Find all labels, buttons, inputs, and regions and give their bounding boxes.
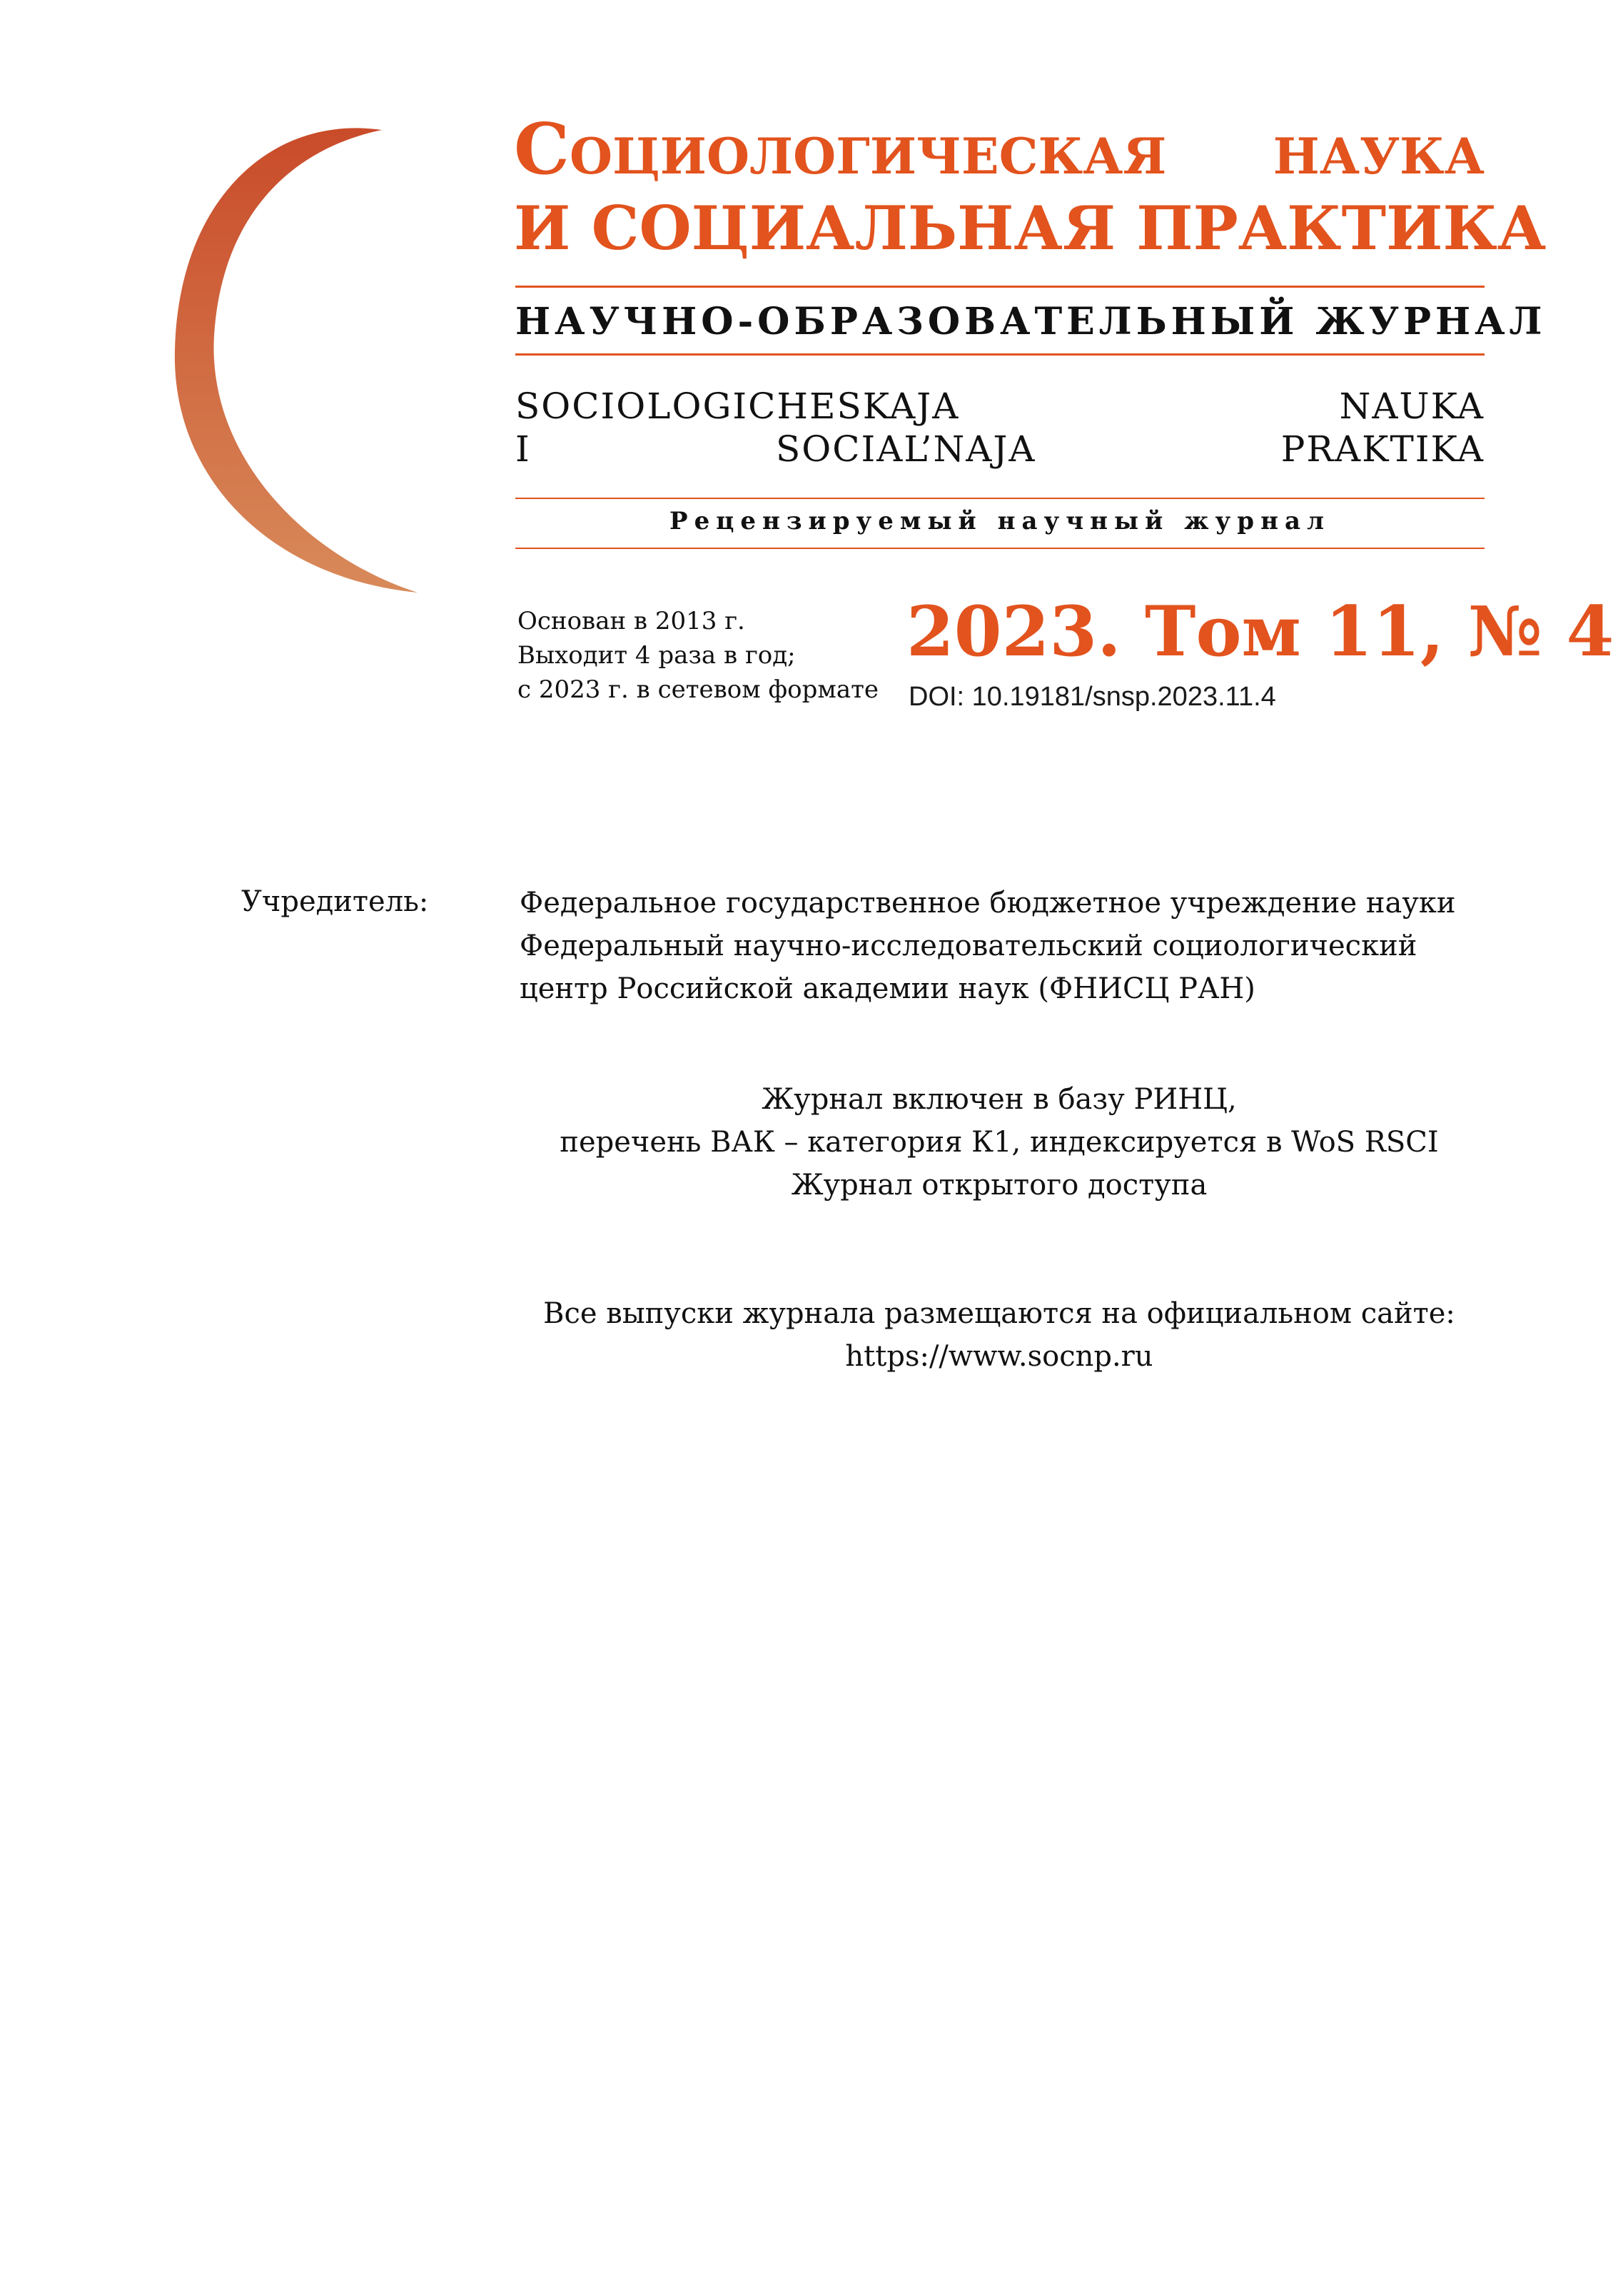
issue-doi: DOI: 10.19181/snsp.2023.11.4 (909, 682, 1276, 712)
founder-label: Учредитель: (241, 885, 429, 918)
founder-name (520, 882, 1490, 1010)
transliterated-title-line-1: SOCIOLOGICHESKAJA NAUKA (515, 386, 1485, 427)
transliterated-title-line-2: I SOCIAL’NAJA PRAKTIKA (515, 428, 1485, 470)
journal-title-line-2: И СОЦИАЛЬНАЯ ПРАКТИКА (514, 193, 1547, 263)
open-access-line: Журнал открытого доступа (791, 1169, 1208, 1202)
website-intro: Все выпуски журнала размещаются на официальном сайте: (543, 1297, 1455, 1330)
founder-line: Федеральный научно-исследовательский социологический (520, 930, 1417, 962)
frequency-line: Выходит 4 раза в год; (517, 641, 796, 670)
issue-number: 2023. Том 11, № 4 (906, 591, 1614, 672)
founded-line: Основан в 2013 г. (517, 607, 745, 635)
founder-line: центр Российской академии наук (ФНИСЦ РАН) (520, 972, 1255, 1005)
title-divider-bottom (515, 353, 1485, 356)
founder-line: Федеральное государственное бюджетное учреждение науки (520, 887, 1456, 920)
reviewed-divider-bottom (515, 548, 1485, 549)
title-divider-top (515, 286, 1485, 288)
peer-reviewed-label: Рецензируемый научный журнал (669, 507, 1330, 535)
publication-info (517, 604, 889, 707)
indexing-line: перечень ВАК – категория К1, индексируется в WoS RSCI (560, 1126, 1439, 1159)
indexing-line: Журнал включен в базу РИНЦ, (762, 1083, 1237, 1116)
website-link[interactable]: https://www.socnp.ru (845, 1340, 1153, 1373)
journal-title-line-1: Социологическая наука (514, 109, 1485, 191)
journal-logo-arc (164, 121, 435, 607)
indexing-info (500, 1078, 1499, 1207)
website-info (500, 1292, 1499, 1378)
format-line: с 2023 г. в сетевом формате (517, 675, 879, 704)
journal-subtitle: НАУЧНО-ОБРАЗОВАТЕЛЬНЫЙ ЖУРНАЛ (515, 300, 1547, 343)
reviewed-divider-top (515, 498, 1485, 499)
